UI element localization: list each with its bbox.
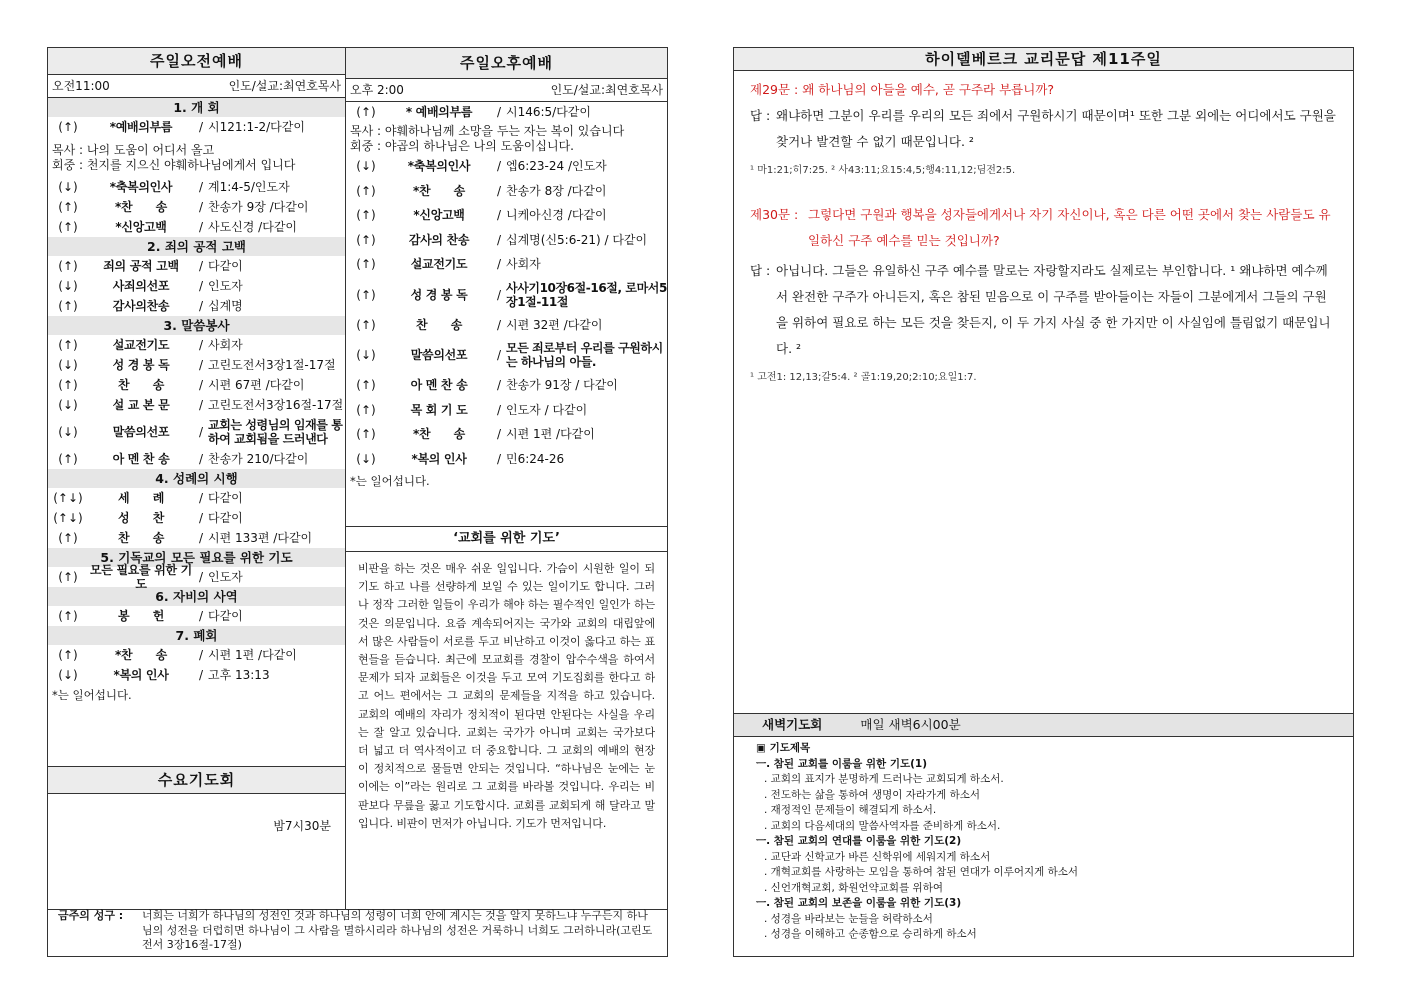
separator: / [198,120,204,134]
catechism-panel [733,47,1354,714]
morning-leader: 인도/설교:최연호목사 [228,79,341,93]
order-item-name: *찬 송 [115,200,167,214]
order-item-name: *찬 송 [413,427,465,442]
order-row [346,422,667,447]
direction-mark: (↑) [58,378,78,392]
order-item-name: 사죄의선포 [112,279,170,293]
order-row [48,563,345,591]
order-row [346,203,667,228]
order-item-value: 인도자 [208,570,243,584]
separator: / [198,180,204,194]
order-item-value: 고린도전서3장16절-17절 [208,398,344,412]
separator: / [496,348,502,362]
dawn-prayer-panel [733,713,1354,957]
direction-mark: (↓) [356,159,376,174]
answer-29 [750,103,1337,155]
order-item-value: 찬송가 9장 /다같이 [208,200,309,214]
order-item-value: 시편 67편 /다같이 [208,378,305,392]
order-item-value: 사회자 [208,338,243,352]
direction-mark: (↓) [58,425,78,439]
section-heading: 1. 개 회 [48,98,345,117]
direction-mark: (↓) [58,180,78,194]
order-item-name: 아 멘 찬 송 [410,378,468,393]
morning-worship-title: 주일오전예배 [48,48,345,75]
footnote-30: ¹ 고전1: 12,13;갈5:4. ² 골1:19,20;2:10;요일1:7. [750,372,977,383]
section-heading: 4. 성례의 시행 [48,469,345,488]
order-row [48,665,345,685]
order-item-value: 인도자 [208,279,243,293]
order-item-name: *복의 인사 [113,668,169,682]
direction-mark: (↓) [58,398,78,412]
separator: / [198,511,204,525]
afternoon-worship-title: 주일오후예배 [346,48,667,79]
prayer-item: . 교회의 다음세대의 말씀사역자를 준비하게 하소서. [764,819,1001,832]
separator: / [496,257,502,272]
morning-time: 오전11:00 [52,79,110,93]
separator: / [198,358,204,372]
afternoon-leader: 인도/설교:최연호목사 [550,83,663,97]
order-item-name: 찬 송 [118,378,164,392]
separator: / [198,452,204,466]
order-row [346,102,667,122]
separator: / [198,531,204,545]
q29-label: 제29문 : [750,82,799,97]
morning-worship-panel [47,47,346,910]
separator: / [198,279,204,293]
separator: / [496,378,502,393]
order-row [346,252,667,277]
direction-mark: (↑) [58,120,78,134]
direction-mark: (↑) [356,105,376,119]
separator: / [198,220,204,234]
order-item-name: 성 찬 [118,511,164,525]
footnote-29: ¹ 마1:21;히7:25. ² 사43:11;요15:4,5;행4:11,12;딤전2:5. [750,165,1016,176]
order-row [48,256,345,276]
answer-30 [750,258,1337,362]
morning-order [48,98,345,705]
order-item-value: 찬송가 210/다같이 [208,452,309,466]
separator: / [496,317,502,332]
order-row [48,645,345,665]
separator: / [496,208,502,223]
direction-mark: (↑) [356,378,376,393]
direction-mark: (↓) [58,668,78,682]
section-heading: 2. 죄의 공적 고백 [48,237,345,256]
question-29 [750,77,1337,103]
responsive-reading-leader: 목사 : 야훼하나님께 소망을 두는 자는 복이 있습니다 [350,124,625,138]
direction-mark: (↓) [356,451,376,466]
prayer-item: . 전도하는 삶을 통하여 생명이 자라가게 하소서 [764,788,981,801]
order-row [48,449,345,469]
order-item-value: 사도신경 /다같이 [208,220,298,234]
a29-text: 왜냐하면 그분이 우리를 우리의 모든 죄에서 구원하시기 때문이며¹ 또한 그분 외에는 어디에서도 구원을 찾거나 발견할 수 없기 때문입니다. ² [776,108,1336,149]
order-item-value: 인도자 / 다같이 [506,402,588,417]
question-30 [750,202,1337,254]
order-item-name: 모든 필요를 위한 기도 [90,563,192,591]
order-item-name: 세 례 [118,491,164,505]
direction-mark: (↑) [58,220,78,234]
prayer-group-heading: ㅡ. 참된 교회의 보존을 이룸을 위한 기도(3) [756,897,962,909]
direction-mark: (↑) [58,609,78,623]
prayer-item: . 성경을 바라보는 눈들을 허락하소서 [764,912,933,925]
order-row [48,355,345,375]
order-item-value: 다같이 [208,511,243,525]
order-item-name: 감사의찬송 [112,299,170,313]
order-item-value: 고린도전서3장1절-17절 [208,358,336,372]
direction-mark: (↑↓) [53,511,83,525]
direction-mark: (↑) [58,531,78,545]
order-item-value: 고후 13:13 [208,668,270,682]
order-item-value: 시편 32편 /다같이 [506,317,603,332]
section-heading: 3. 말씀봉사 [48,316,345,335]
afternoon-worship-panel [345,47,668,910]
a29-label: 답 : [750,108,771,123]
direction-mark: (↑↓) [53,491,83,505]
direction-mark: (↑) [356,427,376,442]
separator: / [496,427,502,442]
separator: / [496,183,502,198]
order-row [48,528,345,548]
order-row [48,177,345,197]
order-item-value: 니케아신경 /다같이 [506,208,607,223]
order-item-value: 민6:24-26 [506,451,565,466]
responsive-reading-people: 회중 : 야곱의 하나님은 나의 도움이십니다. [350,139,574,153]
order-item-value: 다같이 [208,491,243,505]
order-item-name: 찬 송 [118,531,164,545]
order-item-name: *복의 인사 [411,451,467,466]
order-item-value: 계1:4-5/인도자 [208,180,290,194]
catechism-title: 하이델베르크 교리문답 제11주일 [734,48,1353,71]
order-row [346,337,667,373]
direction-mark: (↑) [58,299,78,313]
separator: / [198,200,204,214]
dawn-prayer-header [734,714,1353,737]
order-row [48,197,345,217]
separator: / [496,159,502,174]
order-row [48,117,345,137]
order-item-name: 설교전기도 [112,338,170,352]
separator: / [198,491,204,505]
prayer-item: . 개혁교회를 사랑하는 모임을 통하여 참된 연대가 이루어지게 하소서 [764,866,1079,878]
order-row [346,228,667,253]
order-row [48,296,345,316]
separator: / [198,570,204,584]
order-row [48,217,345,237]
order-item-value: 시편 1편 /다같이 [208,648,297,662]
afternoon-time: 오후 2:00 [350,83,404,97]
order-item-name: 죄의 공적 고백 [103,259,179,273]
order-row [48,276,345,296]
direction-mark: (↑) [58,452,78,466]
prayer-topics [734,737,1353,947]
order-item-name: 목 회 기 도 [410,402,468,417]
church-prayer-panel [346,526,667,909]
separator: / [496,105,502,119]
prayer-item: . 교회의 표지가 분명하게 드러나는 교회되게 하소서. [764,773,1004,785]
prayer-topics-title: ▣ 기도제목 [756,742,811,754]
order-item-name: *신앙고백 [413,208,465,223]
order-item-value: 엡6:23-24 /인도자 [506,159,607,174]
order-item-name: * 예배의부름 [405,105,473,119]
order-item-name: 봉 헌 [118,609,164,623]
direction-mark: (↑) [356,402,376,417]
a30-text: 아닙니다. 그들은 유일하신 구주 예수를 말로는 자랑할지라도 실제로는 부인합니다. ¹ 왜냐하면 예수께서 완전한 구주가 아니든지, 혹은 참된 믿음으로 이 구주를 받아들이는 자들이 그분에게서 그들의 구원을 위하여 필요로 하는 모든 것을 찾든지, 이 두 가지 사실 중 한 가지만 이 사실임에 틀림없기 때문입니다. ² [776,263,1331,356]
responsive-reading-leader: 목사 : 나의 도움이 어디서 올고 [52,143,215,157]
order-item-name: 성 경 봉 독 [410,287,468,302]
memory-verse-box [47,909,668,957]
direction-mark: (↓) [58,358,78,372]
order-row [346,154,667,179]
prayer-item: . 신언개혁교회, 화원언약교회를 위하여 [764,881,943,894]
q29-text: 왜 하나님의 아들을 예수, 곧 구주라 부릅니까? [802,82,1055,97]
order-item-name: *축복의인사 [109,180,173,194]
order-item-value: 시146:5/다같이 [506,105,591,119]
separator: / [198,648,204,662]
order-item-value: 사사기10장6절-16절, 로마서5장1절-11절 [506,280,667,309]
order-item-name: 설 교 본 문 [112,398,170,412]
order-row [48,415,345,449]
responsive-reading-people: 회중 : 천지를 지으신 야훼하나님에게서 입니다 [52,158,296,172]
section-heading: 6. 자비의 사역 [48,587,345,606]
direction-mark: (↑) [58,200,78,214]
order-row [48,335,345,355]
wednesday-time: 밤7시30분 [273,819,331,833]
order-item-name: *축복의인사 [407,159,471,174]
direction-mark: (↑) [356,257,376,272]
church-prayer-text: 비판을 하는 것은 매우 쉬운 일입니다. 가슴이 시원한 일이 되기도 하고 나를 선량하게 보일 수 있는 일이기도 합니다. 그러나 정작 그러한 일들이 우리가 해야 하는 필수적인 일인가 하는 것은 의문입니다. 요즘 계속되어지는 국가와 교회의 대립앞에서 많은 사람들이 서로를 두고 비난하고 이것이 옳다고 하는 표현들을 듣습니다. 최근에 모교회를 경찰이 압수수색을 하여서 문제가 되자 교회들은 이것을 두고 모여 기도집회를 한다고 하고 어느 편에서는 그 교회의 문제들을 지적을 하고 있습니다. 교회의 예배의 자리가 정치적이 된다면 안된다는 사실을 우리는 잘 알고 있습니다. 교회는 국가가 아니며 교회는 국가보다 더 넓고 더 역사적이고 더 중요합니다. 그 교회의 예배의 현장이 정치적으로 물들면 안되는 것입니다. “하나님은 눈에는 눈 이에는 이”라는 원리로 그 교회를 바라볼 것입니다. 우리는 비판보다 무릎을 꿇고 기도합시다. 교회를 교회되게 해 달라고 말입니다. 비판이 먼저가 아닙니다. 기도가 먼저입니다. [358,562,655,830]
order-item-value: 시편 1편 /다같이 [506,427,595,442]
order-item-value: 교회는 성령님의 임재를 통하여 교회됨을 드러낸다 [208,418,343,446]
separator: / [496,232,502,247]
order-item-value: 다같이 [208,259,243,273]
order-item-value: 십계명(신5:6-21) / 다같이 [506,232,648,247]
direction-mark: (↑) [356,317,376,332]
section-heading: 7. 폐회 [48,626,345,645]
direction-mark: (↓) [58,279,78,293]
order-item-name: 감사의 찬송 [408,232,470,247]
direction-mark: (↑) [58,259,78,273]
order-item-value: 사회자 [506,257,541,272]
separator: / [496,451,502,466]
section-heading: 5. 기독교의 모든 필요를 위한 기도 [48,548,345,567]
direction-mark: (↑) [356,183,376,198]
direction-mark: (↑) [356,208,376,223]
prayer-group-heading: ㅡ. 참된 교회를 이룸을 위한 기도(1) [756,757,928,770]
order-item-name: 말씀의선포 [410,348,468,362]
separator: / [496,287,502,302]
order-item-value: 찬송가 91장 / 다같이 [506,378,618,393]
separator: / [198,398,204,412]
church-prayer-title: ‘교회를 위한 기도’ [346,527,667,552]
prayer-item: . 성경을 이해하고 순종함으로 승리하게 하소서 [764,928,977,940]
separator: / [198,609,204,623]
separator: / [198,259,204,273]
order-row [48,606,345,626]
direction-mark: (↑) [356,232,376,247]
afternoon-order [346,102,667,491]
catechism-body [734,71,1353,383]
order-row [346,373,667,398]
order-row [346,447,667,472]
order-row [48,488,345,508]
stand-note: *는 일어섭니다. [350,474,430,488]
separator: / [198,299,204,313]
wednesday-title: 수요기도회 [48,767,345,794]
order-item-name: *신앙고백 [115,220,167,234]
direction-mark: (↑) [58,648,78,662]
prayer-group-heading: ㅡ. 참된 교회의 연대를 이룸을 위한 기도(2) [756,835,962,847]
separator: / [496,402,502,417]
q30-label: 제30문 : [750,207,799,222]
order-row [48,375,345,395]
afternoon-meta [346,79,667,102]
direction-mark: (↓) [356,348,376,362]
direction-mark: (↑) [58,338,78,352]
direction-mark: (↑) [356,287,376,302]
order-row [48,508,345,528]
dawn-prayer-time: 매일 새벽6시00분 [860,717,961,732]
memory-verse-label: 금주의 성구 : [58,909,124,922]
order-item-name: *예배의부름 [109,120,173,134]
order-item-name: 아 멘 찬 송 [112,452,170,466]
separator: / [198,378,204,392]
stand-note: *는 일어섭니다. [52,688,132,702]
order-item-name: 찬 송 [416,317,462,332]
order-item-value: 모든 죄로부터 우리를 구원하시는 하나님의 아들. [506,341,663,369]
memory-verse-text: 너희는 너희가 하나님의 성전인 것과 하나님의 성령이 너희 안에 계시는 것을 알지 못하느냐 누구든지 하나님의 성전을 더럽히면 하나님이 그 사람을 멸하시리라 하나님의 성전은 거룩하니 너희도 그러하니라(고린도전서 3장16절-17절) [142,909,653,951]
order-row [346,277,667,313]
order-row [48,395,345,415]
order-item-value: 찬송가 8장 /다같이 [506,183,607,198]
order-item-value: 시편 133편 /다같이 [208,531,313,545]
q30-text: 그렇다면 구원과 행복을 성자들에게서나 자기 자신이나, 혹은 다른 어떤 곳에서 찾는 사람들도 유일하신 구주 예수를 믿는 것입니까? [808,207,1331,248]
order-item-name: 말씀의선포 [112,425,170,439]
order-item-value: 다같이 [208,609,243,623]
separator: / [198,425,204,439]
separator: / [198,668,204,682]
order-row [346,179,667,204]
prayer-item: . 재정적인 문제들이 해결되게 하소서. [764,804,937,816]
direction-mark: (↑) [58,570,78,584]
order-row [346,398,667,423]
dawn-prayer-title: 새벽기도회 [762,717,823,732]
order-item-name: 성 경 봉 독 [112,358,170,372]
order-item-value: 시121:1-2/다같이 [208,120,305,134]
prayer-item: . 교단과 신학교가 바른 신학위에 세워지게 하소서 [764,850,991,863]
a30-label: 답 : [750,263,771,278]
order-row [346,313,667,338]
order-item-value: 십계명 [208,299,243,313]
separator: / [198,338,204,352]
order-item-name: *찬 송 [413,183,465,198]
order-item-name: 설교전기도 [410,257,468,272]
order-item-name: *찬 송 [115,648,167,662]
morning-meta [48,75,345,98]
wednesday-panel [48,766,345,909]
